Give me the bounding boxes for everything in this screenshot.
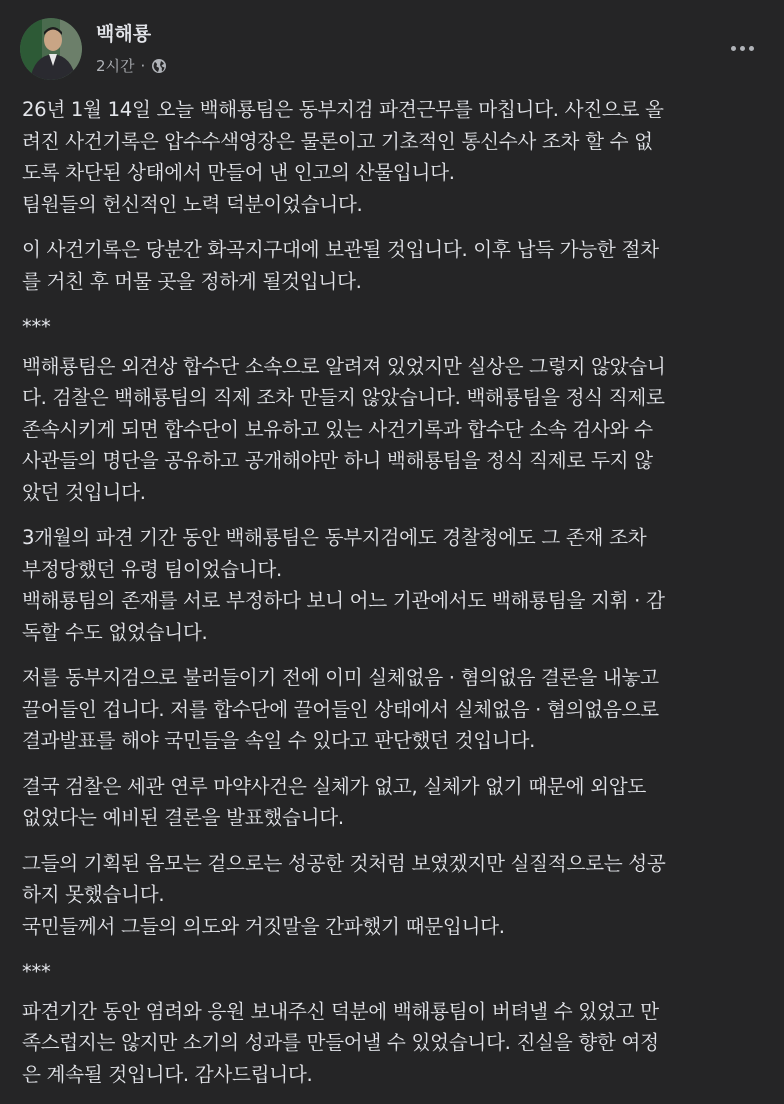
post-paragraph [22, 351, 766, 509]
paragraph-line: *** [22, 960, 51, 983]
paragraph-line: 를 거친 후 머물 곳을 정하게 될것입니다. [22, 269, 362, 293]
paragraph-line: 다. 검찰은 백해룡팀의 직제 조차 만들지 않았습니다. 백해룡팀을 정식 직제로 [22, 386, 665, 409]
post-body [22, 94, 766, 1104]
paragraph-line: 결국 검찰은 세관 연루 마약사건은 실체가 없고, 실체가 없기 때문에 외압도 [22, 774, 647, 798]
paragraph-line: 결과발표를 해야 국민들을 속일 수 있다고 판단했던 것입니다. [22, 729, 536, 752]
paragraph-line: 려진 사건기록은 압수수색영장은 물론이고 기초적인 통신수사 조차 할 수 없 [22, 129, 653, 153]
post-time[interactable]: 2시간 [96, 57, 135, 75]
paragraph-line: *** [22, 315, 51, 338]
post-paragraph [22, 996, 766, 1091]
paragraph-line: 그들의 기획된 음모는 겉으로는 성공한 것처럼 보였겠지만 실질적으로는 성공 [22, 851, 666, 875]
paragraph-line: 백해룡팀의 존재를 서로 부정하다 보니 어느 기관에서도 백해룡팀을 지휘 · 감 [22, 589, 665, 612]
post-paragraph [22, 771, 766, 834]
avatar-photo [20, 18, 82, 80]
paragraph-line: 파견기간 동안 염려와 응원 보내주신 덕분에 백해룡팀이 버텨낼 수 있었고 만 [22, 999, 659, 1023]
paragraph-line: 하지 못했습니다. [22, 883, 165, 906]
section-divider [22, 311, 766, 343]
paragraph-line: 3개월의 파견 기간 동안 백해룡팀은 동부지검에도 경찰청에도 그 존재 조차 [22, 526, 647, 549]
post-paragraph [22, 94, 766, 220]
paragraph-line: 없었다는 예비된 결론을 발표했습니다. [22, 806, 344, 829]
author-name[interactable]: 백해룡 [96, 23, 152, 45]
post-paragraph [22, 662, 766, 757]
section-divider [22, 956, 766, 988]
paragraph-line: 저를 동부지검으로 불러들이기 전에 이미 실체없음 · 혐의없음 결론을 내놓고 [22, 666, 659, 689]
paragraph-line: 팀원들의 헌신적인 노력 덕분이었습니다. [22, 192, 363, 216]
avatar[interactable] [20, 18, 82, 80]
post-paragraph [22, 522, 766, 648]
paragraph-line: 독할 수도 없었습니다. [22, 620, 208, 644]
paragraph-line: 부정당했던 유령 팀이었습니다. [22, 557, 282, 581]
paragraph-line: 은 계속될 것입니다. 감사드립니다. [22, 1062, 313, 1086]
globe-icon[interactable] [151, 58, 167, 74]
paragraph-line: 끌어들인 겁니다. 저를 합수단에 끌어들인 상태에서 실체없음 · 혐의없음으로 [22, 697, 659, 721]
paragraph-line: 국민들께서 그들의 의도와 거짓말을 간파했기 때문입니다. [22, 914, 505, 938]
paragraph-line: 사관들의 명단을 공유하고 공개해야만 하니 백해룡팀을 정식 직제로 두지 않 [22, 449, 653, 472]
paragraph-line: 존속시키게 되면 합수단이 보유하고 있는 사건기록과 합수단 소속 검사와 수 [22, 417, 653, 441]
post-paragraph [22, 234, 766, 297]
paragraph-line: 도록 차단된 상태에서 만들어 낸 인고의 산물입니다. [22, 161, 455, 184]
meta-separator: · [140, 57, 146, 75]
post-meta [96, 56, 167, 76]
post-header [20, 18, 764, 82]
paragraph-line: 이 사건기록은 당분간 화곡지구대에 보관될 것입니다. 이후 납득 가능한 절차 [22, 238, 659, 261]
more-options-icon[interactable] [724, 38, 760, 58]
paragraph-line: 았던 것입니다. [22, 480, 146, 504]
paragraph-line: 백해룡팀은 외견상 합수단 소속으로 알려져 있었지만 실상은 그렇지 않았습니 [22, 354, 666, 378]
paragraph-line: 26년 1월 14일 오늘 백해룡팀은 동부지검 파견근무를 마칩니다. 사진으로 올 [22, 98, 664, 121]
paragraph-line: 족스럽지는 않지만 소기의 성과를 만들어낼 수 있었습니다. 진실을 향한 여정 [22, 1031, 659, 1054]
post-paragraph [22, 848, 766, 943]
